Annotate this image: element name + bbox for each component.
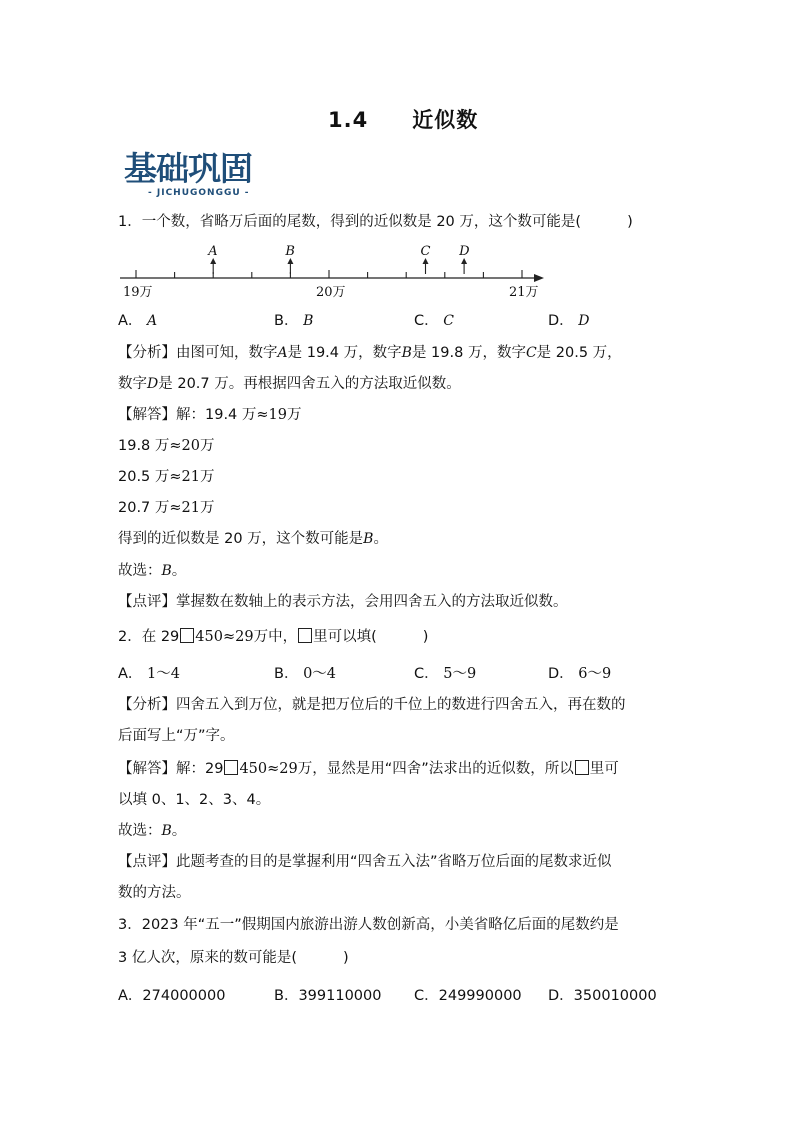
q2-choice: 故选：B。 [118,823,187,839]
q1-stem: 1．一个数，省略万后面的尾数，得到的近似数是 20 万，这个数可能是( ) [118,214,633,230]
q1-option-a[interactable]: A． A [118,313,158,329]
tick-label: 21万 [509,285,539,300]
q2-option-b[interactable]: B． 0～4 [274,666,337,682]
q2-option-a[interactable]: A． 1～4 [118,666,180,682]
q1-answer-line-2: 19.8 万≈20万 [118,438,215,454]
q3-option-b[interactable]: B．399110000 [274,988,382,1004]
logo-text: 基础巩固 [124,149,252,188]
blank-box-icon [575,760,589,775]
tick-label: 20万 [316,285,346,300]
marker-label: D [459,244,470,259]
q1-comment: 【点评】掌握数在数轴上的表示方法，会用四舍五入的方法取近似数。 [118,594,568,610]
q2-answer-line-1: 【解答】解：29 450≈29万，显然是用“四舍”法求出的近似数，所以 里可 [118,761,619,777]
q2-stem: 2．在 29 450≈29万中， 里可以填( ) [118,629,429,645]
axis-arrow-icon [534,274,544,282]
q2-comment-line-2: 数的方法。 [118,885,191,901]
q1-answer-line-4: 20.7 万≈21万 [118,500,215,516]
q2-option-c[interactable]: C． 5～9 [414,666,477,682]
q2-analysis-line-2: 后面写上“万”字。 [118,728,235,744]
q1-conclusion: 得到的近似数是 20 万，这个数可能是B。 [118,531,388,547]
section-title: 近似数 [412,108,479,132]
q3-option-c[interactable]: C．249990000 [414,988,522,1004]
q1-option-b[interactable]: B． B [274,313,314,329]
marker-label: B [285,244,295,259]
blank-box-icon [298,628,312,643]
number-line [110,240,560,300]
blank-box-icon [224,760,238,775]
q1-analysis-line-1: 【分析】由图可知，数字A是 19.4 万，数字B是 19.8 万，数字C是 20.5 万， [118,345,622,361]
number-line-group [120,244,544,300]
q3-stem-line-1: 3．2023 年“五一”假期国内旅游出游人数创新高，小美省略亿后面的尾数约是 [118,917,619,933]
q2-analysis-line-1: 【分析】四舍五入到万位，就是把万位后的千位上的数进行四舍五入，再在数的 [118,697,626,713]
page-title [328,104,478,134]
q2-option-d[interactable]: D． 6～9 [548,666,612,682]
blank-box-icon [180,628,194,643]
logo [124,143,252,198]
logo-subtext: - JICHUGONGGU - [148,188,250,198]
q1-choice: 故选：B。 [118,563,187,579]
q1-analysis-line-2: 数字D是 20.7 万。再根据四舍五入的方法取近似数。 [118,376,461,392]
q1-option-c[interactable]: C． C [414,313,454,329]
marker-label: A [208,244,218,259]
tick-label: 19万 [123,285,153,300]
q1-answer-line-3: 20.5 万≈21万 [118,469,215,485]
q2-comment-line-1: 【点评】此题考查的目的是掌握利用“四舍五入法”省略万位后面的尾数求近似 [118,854,612,870]
section-number: 1.4 [328,108,369,132]
q1-answer-line-1: 【解答】解：19.4 万≈19万 [118,407,302,423]
q3-option-a[interactable]: A．274000000 [118,988,226,1004]
q1-option-d[interactable]: D． D [548,313,590,329]
marker-label: C [420,244,431,259]
q3-option-d[interactable]: D．350010000 [548,988,657,1004]
q2-answer-line-2: 以填 0、1、2、3、4。 [118,792,271,808]
q3-stem-line-2: 3 亿人次，原来的数可能是( ) [118,950,349,966]
